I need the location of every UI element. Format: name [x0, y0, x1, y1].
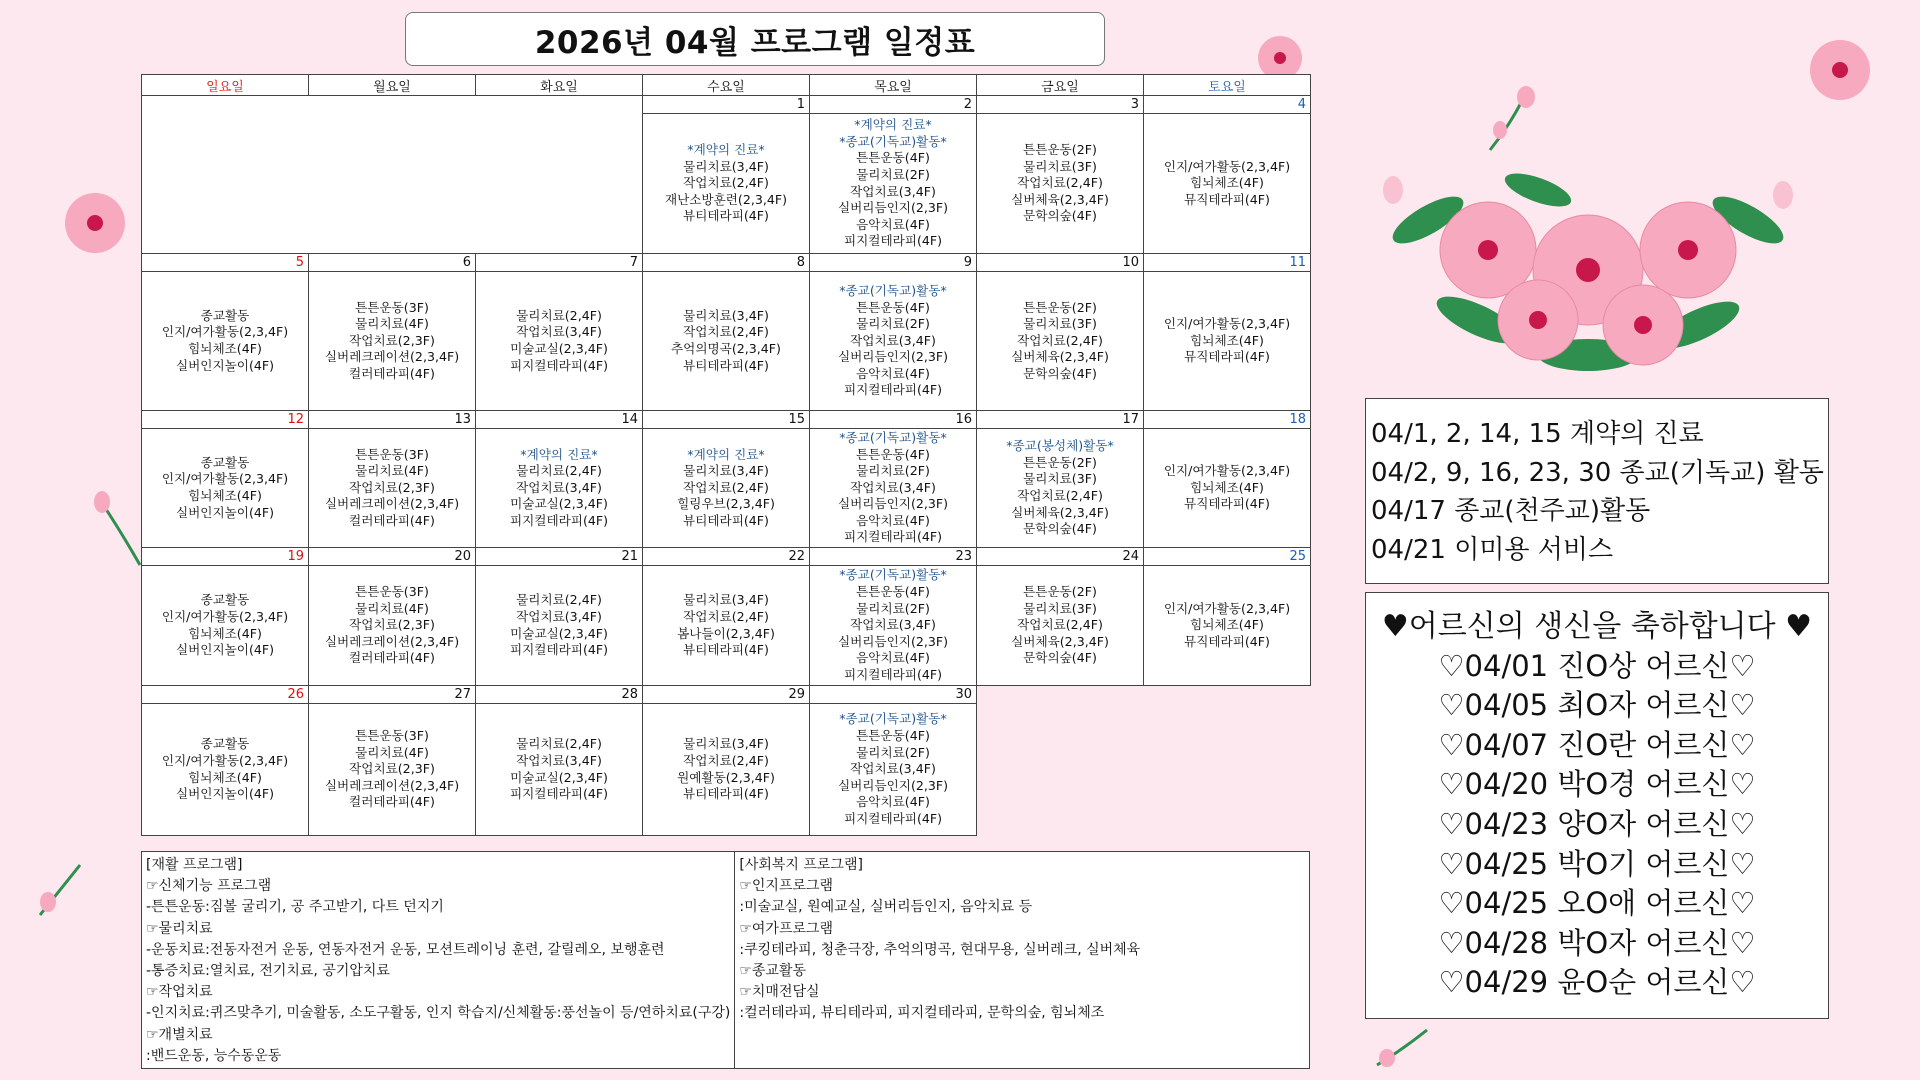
schedule-item: 종교활동 [200, 592, 250, 608]
schedule-item: 음악치료(4F) [856, 650, 930, 666]
program-line: -인지치료:퀴즈맞추기, 미술활동, 소도구활동, 인지 학습지/신체활동:풍선놀이 등/연하치료(구강) [146, 1005, 731, 1022]
schedule-item: 작업치료(2,4F) [1017, 488, 1103, 503]
day-schedule-cell [977, 114, 1144, 254]
schedule-item: 뷰티테라피(4F) [683, 208, 769, 224]
flower-bud-icon [1480, 85, 1540, 155]
schedule-item: 뷰티테라피(4F) [683, 357, 769, 373]
notice-item: 04/2, 9, 16, 23, 30 종교(기독교) 활동 [1371, 457, 1824, 488]
schedule-item: 튼튼운동(3F) [355, 446, 429, 462]
page-title: 2026년 04월 프로그램 일정표 [405, 12, 1105, 66]
schedule-item: *종교(기독교)활동* [839, 711, 947, 727]
birthday-title: ♥어르신의 생신을 축하합니다 ♥ [1381, 609, 1813, 644]
birthday-item: ♡04/01 진O상 어르신♡ [1438, 648, 1756, 683]
schedule-item: 종교활동 [200, 736, 250, 752]
week-date-row [142, 254, 1311, 272]
schedule-item: 작업치료(2,4F) [683, 324, 769, 340]
date-number: 30 [810, 686, 977, 704]
date-number: 12 [142, 411, 309, 429]
schedule-item: 물리치료(2,4F) [516, 307, 602, 323]
schedule-item: 힘뇌체조(4F) [188, 488, 262, 503]
schedule-item: 피지컬테라피(4F) [843, 529, 943, 545]
hibiscus-icon [1800, 35, 1880, 105]
notice-item: 04/21 이미용 서비스 [1371, 534, 1614, 565]
schedule-item: 문학의숲(4F) [1023, 208, 1097, 224]
date-number: 26 [142, 686, 309, 704]
schedule-item: 뷰티테라피(4F) [683, 642, 769, 658]
schedule-item: 물리치료(4F) [355, 600, 429, 616]
schedule-item: 뷰티테라피(4F) [683, 786, 769, 802]
schedule-item: 힘뇌체조(4F) [188, 769, 262, 785]
schedule-item: 물리치료(3,4F) [683, 736, 769, 752]
schedule-item: *종교(기독교)활동* [839, 567, 947, 583]
birthday-item: ♡04/29 윤O순 어르신♡ [1438, 965, 1756, 1000]
schedule-item: 튼튼운동(2F) [1023, 584, 1097, 600]
schedule-item: 힘뇌체조(4F) [1190, 617, 1264, 633]
day-schedule-cell [977, 429, 1144, 548]
schedule-item: 물리치료(3F) [1023, 158, 1097, 174]
schedule-item: 물리치료(3,4F) [683, 592, 769, 608]
schedule-item: 힘뇌체조(4F) [188, 341, 262, 356]
schedule-item: 인지/여가활동(2,3,4F) [161, 324, 289, 340]
schedule-item: 작업치료(3,4F) [516, 324, 602, 340]
day-schedule-cell [142, 429, 309, 548]
schedule-item: 작업치료(3,4F) [850, 332, 936, 348]
day-schedule-cell [1144, 272, 1311, 411]
schedule-item: 물리치료(3F) [1023, 316, 1097, 332]
schedule-item: 튼튼운동(3F) [355, 299, 429, 315]
program-line: :컬러테라피, 뷰티테라피, 피지컬테라피, 문학의숲, 힘뇌체조 [739, 1005, 1105, 1022]
schedule-item: 실버레크레이션(2,3,4F) [324, 633, 460, 649]
schedule-item: 음악치료(4F) [856, 216, 930, 232]
day-schedule-cell [1144, 566, 1311, 686]
schedule-item: 실버인지놀이(4F) [175, 786, 275, 802]
schedule-item: 인지/여가활동(2,3,4F) [1163, 463, 1291, 479]
schedule-item: 물리치료(3F) [1023, 600, 1097, 616]
schedule-item: 피지컬테라피(4F) [509, 357, 609, 373]
day-schedule-cell [1144, 114, 1311, 254]
schedule-item: 작업치료(2,4F) [1017, 175, 1103, 191]
schedule-item: 작업치료(3,4F) [516, 608, 602, 624]
schedule-item: 물리치료(3,4F) [683, 463, 769, 479]
day-schedule-cell [643, 704, 810, 836]
date-number: 11 [1144, 254, 1311, 272]
schedule-item: 힘뇌체조(4F) [1190, 332, 1264, 348]
schedule-item: 물리치료(3F) [1023, 471, 1097, 487]
date-number: 18 [1144, 411, 1311, 429]
schedule-item: 작업치료(3,4F) [850, 617, 936, 633]
schedule-item: 물리치료(2F) [856, 600, 930, 616]
date-number: 4 [1144, 96, 1311, 114]
date-number: 1 [643, 96, 810, 114]
birthday-item: ♡04/23 양O자 어르신♡ [1438, 806, 1756, 841]
schedule-item: 뷰티테라피(4F) [683, 512, 769, 528]
schedule-item: 실버체육(2,3,4F) [1011, 633, 1109, 649]
schedule-item: 미술교실(2,3,4F) [510, 625, 608, 641]
date-number: 23 [810, 548, 977, 566]
schedule-item: *계약의 진료* [687, 446, 765, 462]
date-number: 9 [810, 254, 977, 272]
day-schedule-cell [810, 566, 977, 686]
date-number: 6 [309, 254, 476, 272]
schedule-item: 실버인지놀이(4F) [175, 642, 275, 658]
weekday-saturday: 토요일 [1144, 75, 1311, 96]
week-schedule-row [142, 566, 1311, 686]
birthday-item: ♡04/25 오O애 어르신♡ [1438, 886, 1756, 921]
schedule-item: 문학의숲(4F) [1023, 521, 1097, 537]
schedule-item: 재난소방훈련(2,3,4F) [664, 191, 788, 207]
schedule-item: 음악치료(4F) [856, 365, 930, 381]
day-schedule-cell [810, 429, 977, 548]
weekday-wednesday: 수요일 [643, 75, 810, 96]
week-schedule-row [142, 429, 1311, 548]
schedule-item: *종교(기독교)활동* [839, 429, 947, 445]
day-schedule-cell [309, 566, 476, 686]
schedule-item: 물리치료(2,4F) [516, 736, 602, 752]
birthday-list [1366, 647, 1828, 1003]
date-number: 22 [643, 548, 810, 566]
schedule-item: 힘뇌체조(4F) [188, 625, 262, 641]
schedule-item: 문학의숲(4F) [1023, 365, 1097, 381]
program-line: :미술교실, 원예교실, 실버리듬인지, 음악치료 등 [739, 899, 1033, 916]
schedule-item: 피지컬테라피(4F) [509, 512, 609, 528]
schedule-item: 물리치료(3,4F) [683, 158, 769, 174]
date-number: 24 [977, 548, 1144, 566]
weekday-header [142, 75, 1311, 96]
schedule-item: 음악치료(4F) [856, 512, 930, 528]
date-number: 5 [142, 254, 309, 272]
schedule-item: 작업치료(3,4F) [850, 183, 936, 199]
program-line: -운동치료:전동자전거 운동, 연동자전거 운동, 모션트레이닝 훈련, 갈릴레오, 보행훈련 [146, 941, 665, 958]
day-schedule-cell [309, 272, 476, 411]
date-number: 15 [643, 411, 810, 429]
schedule-item: 미술교실(2,3,4F) [510, 769, 608, 785]
schedule-item: 뮤직테라피(4F) [1184, 496, 1270, 512]
rehab-program-column [142, 852, 734, 1068]
hibiscus-bouquet-icon [1368, 150, 1808, 390]
schedule-item: 미술교실(2,3,4F) [510, 496, 608, 512]
program-line: :쿠킹테라피, 청춘극장, 추억의명곡, 현대무용, 실버레크, 실버체육 [739, 941, 1141, 958]
schedule-item: 튼튼운동(2F) [1023, 142, 1097, 158]
schedule-item: 실버리듬인지(2,3F) [837, 200, 949, 216]
program-line: ☞치매전담실 [739, 984, 820, 1001]
schedule-item: 실버리듬인지(2,3F) [837, 633, 949, 649]
date-number: 19 [142, 548, 309, 566]
birthday-item: ♡04/05 최O자 어르신♡ [1438, 688, 1756, 723]
notice-item: 04/17 종교(천주교)활동 [1371, 496, 1651, 526]
date-number: 2 [810, 96, 977, 114]
weekday-monday: 월요일 [309, 75, 476, 96]
date-number: 7 [476, 254, 643, 272]
schedule-item: 작업치료(3,4F) [850, 761, 936, 777]
week-date-row [142, 96, 1311, 114]
schedule-item: 인지/여가활동(2,3,4F) [1163, 158, 1291, 174]
date-number: 29 [643, 686, 810, 704]
schedule-item: 종교활동 [200, 307, 250, 323]
schedule-item: 물리치료(4F) [355, 744, 429, 760]
schedule-item: 컬러테라피(4F) [349, 650, 435, 666]
schedule-item: 인지/여가활동(2,3,4F) [1163, 316, 1291, 332]
day-schedule-cell [142, 272, 309, 411]
schedule-item: 힐링우브(2,3,4F) [677, 496, 775, 512]
day-schedule-cell [643, 114, 810, 254]
schedule-item: *종교(봉성체)활동* [1006, 438, 1114, 454]
schedule-item: 실버체육(2,3,4F) [1011, 349, 1109, 365]
week-date-row [142, 548, 1311, 566]
schedule-item: *종교(기독교)활동* [839, 282, 947, 298]
schedule-item: 음악치료(4F) [856, 794, 930, 810]
schedule-item: 인지/여가활동(2,3,4F) [1163, 600, 1291, 616]
program-line: ☞작업치료 [146, 984, 213, 1001]
schedule-item: 원예활동(2,3,4F) [677, 769, 775, 785]
schedule-item: 힘뇌체조(4F) [1190, 479, 1264, 495]
date-number: 25 [1144, 548, 1311, 566]
schedule-item: 문학의숲(4F) [1023, 650, 1097, 666]
schedule-item: 작업치료(3,4F) [516, 479, 602, 495]
schedule-item: 튼튼운동(2F) [1023, 454, 1097, 470]
schedule-item: *계약의 진료* [854, 117, 932, 133]
week-date-row [142, 411, 1311, 429]
day-schedule-cell [810, 272, 977, 411]
weekday-thursday: 목요일 [810, 75, 977, 96]
schedule-item: 피지컬테라피(4F) [843, 810, 943, 826]
schedule-item: 실버리듬인지(2,3F) [837, 349, 949, 365]
day-schedule-cell [643, 272, 810, 411]
week-schedule-row [142, 272, 1311, 411]
schedule-item: 피지컬테라피(4F) [843, 233, 943, 249]
schedule-item: *계약의 진료* [687, 142, 765, 158]
program-line: ☞물리치료 [146, 920, 213, 937]
schedule-item: 작업치료(2,3F) [349, 761, 435, 777]
schedule-item: 작업치료(2,4F) [1017, 332, 1103, 348]
schedule-item: 물리치료(2F) [856, 463, 930, 479]
program-line: ☞신체기능 프로그램 [146, 878, 272, 895]
date-number: 8 [643, 254, 810, 272]
day-schedule-cell [309, 704, 476, 836]
day-schedule-cell [142, 704, 309, 836]
schedule-item: 실버인지놀이(4F) [175, 357, 275, 373]
calendar-table [141, 74, 1311, 836]
schedule-item: 작업치료(2,3F) [349, 617, 435, 633]
schedule-item: 실버레크레이션(2,3,4F) [324, 777, 460, 793]
program-description-panel [141, 851, 1310, 1069]
schedule-item: 작업치료(2,4F) [683, 175, 769, 191]
program-line: -튼튼운동:짐볼 굴리기, 공 주고받기, 다트 던지기 [146, 899, 444, 916]
date-number: 16 [810, 411, 977, 429]
birthday-box [1365, 592, 1829, 1019]
schedule-item: 힘뇌체조(4F) [1190, 175, 1264, 191]
day-schedule-cell [476, 704, 643, 836]
schedule-item: 작업치료(3,4F) [516, 752, 602, 768]
schedule-item: 튼튼운동(4F) [856, 728, 930, 744]
schedule-item: 작업치료(3,4F) [850, 479, 936, 495]
date-number: 13 [309, 411, 476, 429]
program-line: ☞개별치료 [146, 1026, 213, 1043]
schedule-item: 튼튼운동(3F) [355, 728, 429, 744]
empty-days-cell [142, 96, 643, 254]
flower-bud-icon [30, 860, 90, 920]
day-schedule-cell [142, 566, 309, 686]
schedule-item: *종교(기독교)활동* [839, 133, 947, 149]
schedule-item: 컬러테라피(4F) [349, 794, 435, 810]
schedule-item: 튼튼운동(4F) [856, 584, 930, 600]
social-program-column [734, 852, 1309, 1068]
schedule-item: 피지컬테라피(4F) [843, 666, 943, 682]
date-number: 17 [977, 411, 1144, 429]
schedule-item: 물리치료(2F) [856, 744, 930, 760]
date-number: 20 [309, 548, 476, 566]
weekday-friday: 금요일 [977, 75, 1144, 96]
day-schedule-cell [309, 429, 476, 548]
program-line: ☞인지프로그램 [739, 878, 834, 895]
schedule-item: 실버리듬인지(2,3F) [837, 496, 949, 512]
date-number: 10 [977, 254, 1144, 272]
schedule-item: 컬러테라피(4F) [349, 365, 435, 381]
schedule-item: 물리치료(2F) [856, 316, 930, 332]
schedule-item: 실버체육(2,3,4F) [1011, 504, 1109, 520]
day-schedule-cell [476, 566, 643, 686]
birthday-item: ♡04/07 진O란 어르신♡ [1438, 727, 1756, 762]
schedule-item: 컬러테라피(4F) [349, 512, 435, 528]
schedule-item: 피지컬테라피(4F) [509, 642, 609, 658]
schedule-item: 작업치료(2,3F) [349, 332, 435, 348]
flower-bud-icon [1372, 1020, 1432, 1070]
day-schedule-cell [810, 114, 977, 254]
schedule-item: 튼튼운동(4F) [856, 150, 930, 166]
day-schedule-cell [810, 704, 977, 836]
schedule-item: *계약의 진료* [520, 446, 598, 462]
schedule-item: 물리치료(2,4F) [516, 463, 602, 479]
schedule-item: 봄나들이(2,3,4F) [677, 625, 775, 641]
schedule-item: 튼튼운동(3F) [355, 584, 429, 600]
day-schedule-cell [643, 429, 810, 548]
program-line: [사회복지 프로그램] [739, 857, 863, 873]
schedule-item: 실버인지놀이(4F) [175, 504, 275, 520]
weekday-tuesday: 화요일 [476, 75, 643, 96]
schedule-item: 물리치료(2F) [856, 166, 930, 182]
schedule-item: 피지컬테라피(4F) [843, 382, 943, 398]
day-schedule-cell [476, 272, 643, 411]
schedule-item: 실버체육(2,3,4F) [1011, 191, 1109, 207]
notice-item: 04/1, 2, 14, 15 계약의 진료 [1371, 419, 1704, 449]
weekday-sunday: 일요일 [142, 75, 309, 96]
birthday-item: ♡04/25 박O기 어르신♡ [1438, 846, 1756, 881]
schedule-item: 작업치료(2,4F) [683, 608, 769, 624]
day-schedule-cell [977, 566, 1144, 686]
day-schedule-cell [643, 566, 810, 686]
schedule-item: 실버레크레이션(2,3,4F) [324, 349, 460, 365]
schedule-item: 작업치료(2,4F) [683, 752, 769, 768]
date-number: 27 [309, 686, 476, 704]
birthday-item: ♡04/20 박O경 어르신♡ [1438, 767, 1756, 802]
schedule-item: 작업치료(2,3F) [349, 479, 435, 495]
schedule-item: 피지컬테라피(4F) [509, 786, 609, 802]
schedule-item: 추억의명곡(2,3,4F) [671, 341, 781, 356]
date-number: 3 [977, 96, 1144, 114]
schedule-item: 인지/여가활동(2,3,4F) [161, 608, 289, 624]
week-date-row [142, 686, 1311, 704]
schedule-item: 작업치료(2,4F) [1017, 617, 1103, 633]
schedule-item: 인지/여가활동(2,3,4F) [161, 752, 289, 768]
program-line: :밴드운동, 능수동운동 [146, 1047, 282, 1064]
program-line: [재활 프로그램] [146, 857, 243, 873]
schedule-item: 튼튼운동(4F) [856, 446, 930, 462]
schedule-item: 종교활동 [200, 454, 250, 470]
schedule-item: 물리치료(4F) [355, 316, 429, 332]
schedule-item: 작업치료(2,4F) [683, 479, 769, 495]
empty-days-cell [977, 686, 1311, 836]
schedule-item: 물리치료(3,4F) [683, 307, 769, 323]
date-number: 28 [476, 686, 643, 704]
schedule-item: 미술교실(2,3,4F) [510, 341, 608, 356]
schedule-item: 튼튼운동(4F) [856, 299, 930, 315]
schedule-item: 뮤직테라피(4F) [1184, 191, 1270, 207]
schedule-item: 실버레크레이션(2,3,4F) [324, 496, 460, 512]
schedule-item: 물리치료(4F) [355, 463, 429, 479]
program-line: ☞종교활동 [739, 963, 807, 980]
hibiscus-icon [1245, 30, 1315, 80]
schedule-item: 실버리듬인지(2,3F) [837, 777, 949, 793]
date-number: 14 [476, 411, 643, 429]
day-schedule-cell [1144, 429, 1311, 548]
schedule-item: 뮤직테라피(4F) [1184, 633, 1270, 649]
notice-box [1365, 398, 1829, 584]
birthday-item: ♡04/28 박O자 어르신♡ [1438, 925, 1756, 960]
day-schedule-cell [476, 429, 643, 548]
day-schedule-cell [977, 272, 1144, 411]
date-number: 21 [476, 548, 643, 566]
hibiscus-icon [60, 188, 130, 258]
program-line: ☞여가프로그램 [739, 920, 834, 937]
schedule-item: 뮤직테라피(4F) [1184, 349, 1270, 365]
program-line: -통증치료:열치료, 전기치료, 공기압치료 [146, 963, 390, 980]
schedule-item: 인지/여가활동(2,3,4F) [161, 471, 289, 487]
schedule-item: 튼튼운동(2F) [1023, 299, 1097, 315]
schedule-item: 물리치료(2,4F) [516, 592, 602, 608]
